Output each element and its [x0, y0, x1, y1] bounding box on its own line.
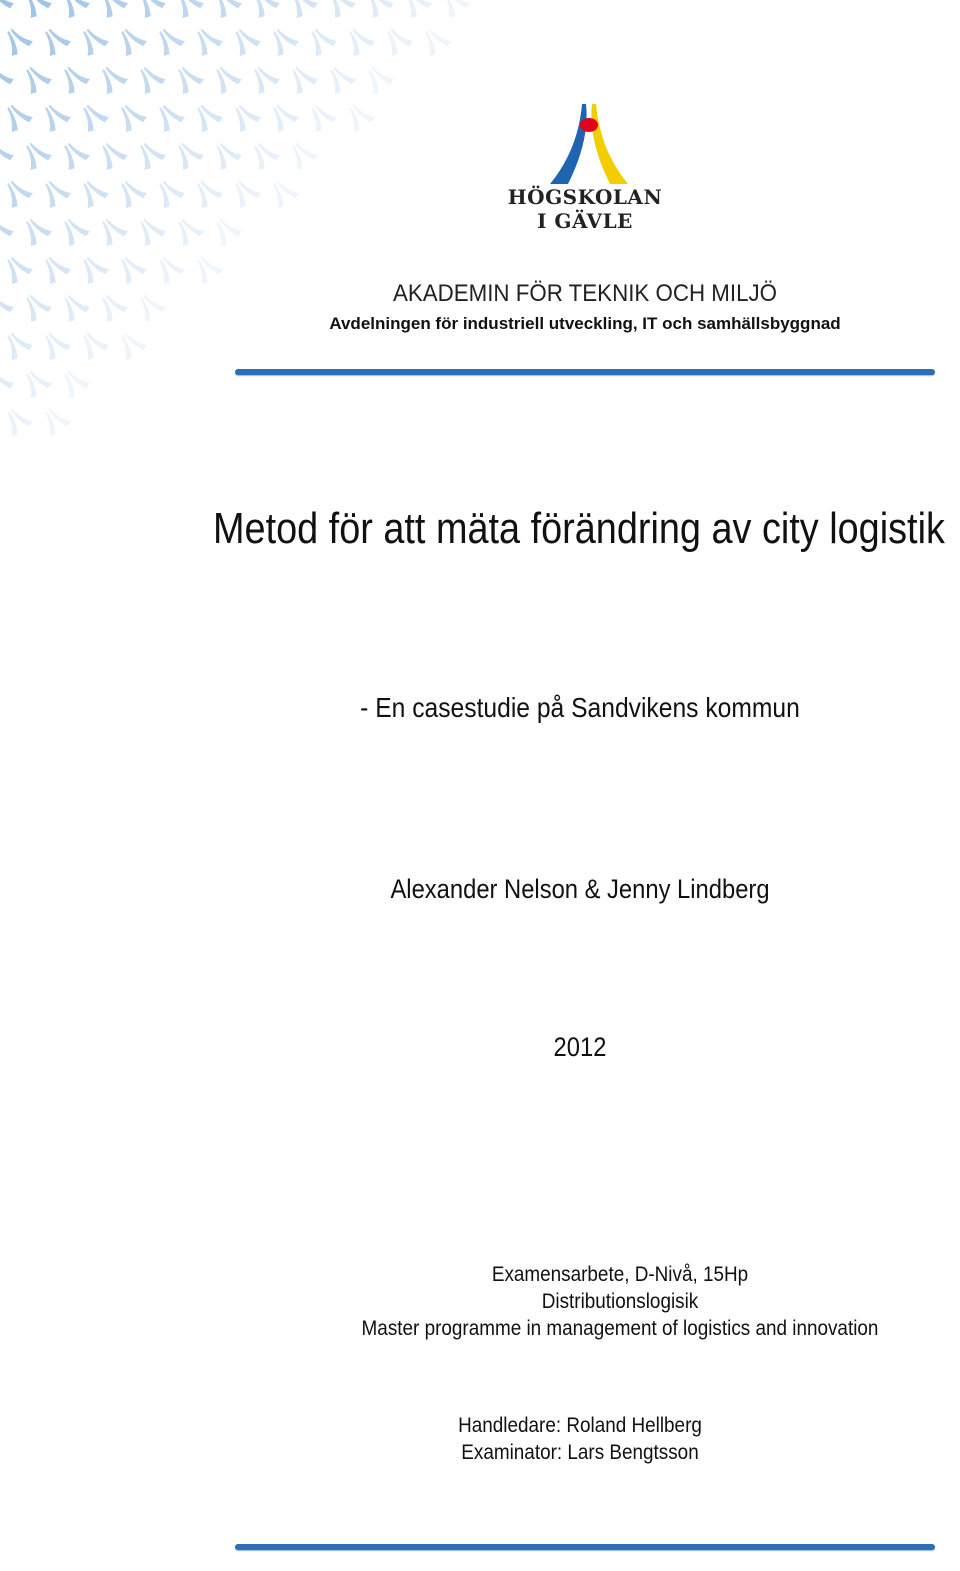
bottom-divider — [235, 1544, 935, 1550]
examiner: Examinator: Lars Bengtsson — [461, 1441, 699, 1464]
thesis-title: Metod för att mäta förändring av city logistik — [213, 504, 945, 553]
thesis-subtitle: - En casestudie på Sandvikens kommun — [360, 692, 800, 723]
authors: Alexander Nelson & Jenny Lindberg — [390, 874, 770, 904]
thesis-info — [296, 1261, 944, 1342]
division-name: Avdelningen för industriell utveckling, IT och samhällsbyggnad — [329, 314, 841, 333]
university-name-line2: I GÄVLE — [537, 209, 633, 233]
thesis-subject: Distributionslogisik — [541, 1290, 699, 1313]
university-logo — [500, 100, 670, 233]
thesis-level: Examensarbete, D-Nivå, 15Hp — [491, 1263, 749, 1286]
supervisor: Handledare: Roland Hellberg — [458, 1414, 702, 1437]
university-name-line1: HÖGSKOLAN — [507, 185, 663, 209]
top-divider — [235, 369, 935, 375]
decorative-pattern — [0, 0, 480, 450]
hogskolan-gavle-logo-icon — [530, 100, 640, 185]
thesis-programme: Master programme in management of logistics and innovation — [361, 1317, 879, 1340]
year: 2012 — [553, 1032, 607, 1062]
academy-name: AKADEMIN FÖR TEKNIK OCH MILJÖ — [392, 280, 778, 307]
supervisors — [238, 1412, 922, 1466]
